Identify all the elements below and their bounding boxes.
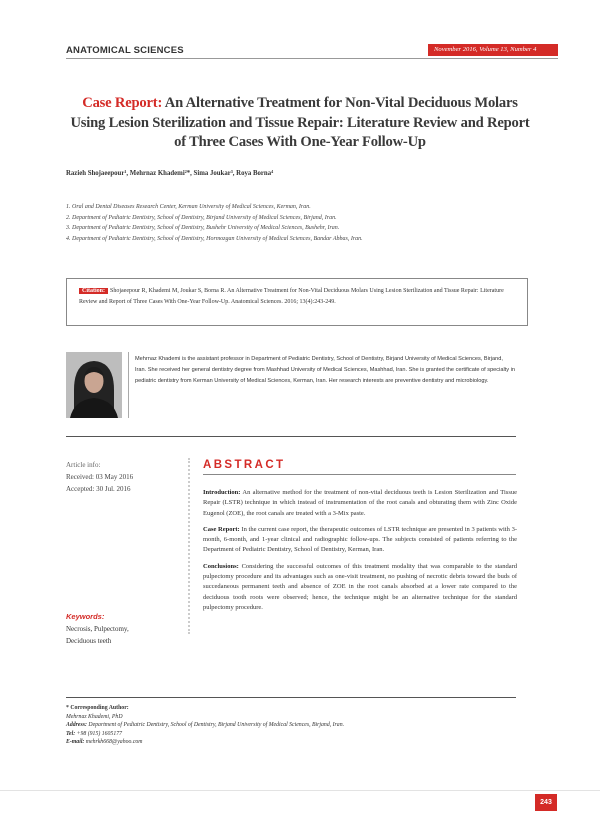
citation-label: Citation: (79, 288, 108, 294)
article-title (64, 94, 536, 153)
corresponding-name: Mehrnaz Khademi, PhD (66, 713, 123, 720)
affiliation-item: 3. Department of Pediatric Dentistry, School of Dentistry, Bushehr University of Medical Sciences, Bushehr, Iran. (66, 225, 340, 232)
article-info-heading: Article info: (66, 461, 101, 469)
abstract-introduction (203, 488, 517, 519)
abstract-case-report (203, 525, 517, 556)
section-rule (66, 436, 516, 437)
article-type-label: Case Report: (82, 95, 163, 111)
email-text[interactable]: mehrkh668@yahoo.com (84, 739, 143, 746)
dotted-divider (188, 458, 190, 634)
intro-label: Introduction: (203, 489, 241, 496)
page-footer-rule (0, 790, 600, 791)
keywords-list (66, 624, 129, 647)
keywords-line: Necrosis, Pulpectomy, (66, 625, 129, 633)
author-list: Razieh Shojaeepour¹, Mehrnaz Khademi²*, Sima Joukar³, Roya Borna⁴ (66, 170, 274, 177)
corresponding-author (66, 704, 344, 747)
address-label: Address: (66, 722, 87, 729)
affiliations (66, 202, 363, 244)
bio-divider (128, 352, 129, 418)
conclusions-label: Conclusions: (203, 562, 239, 570)
email-label: E-mail: (66, 739, 85, 746)
intro-text: An alternative method for the treatment of non-vital deciduous teeth is Lesion Sterilization and Tissue Repair (LSTR) technique in which instead of instrumentation of the root canals and obturating them with Zinc Oxide Eugenol (ZOE), the root canals are treated with a 3-Mix paste. (203, 489, 517, 517)
journal-name: ANATOMICAL SCIENCES (66, 45, 184, 56)
article-info (66, 460, 133, 495)
tel-label: Tel: (66, 730, 76, 737)
author-portrait-image (66, 352, 122, 418)
abstract-conclusions (203, 562, 517, 613)
corresponding-heading: * Corresponding Author: (66, 705, 129, 711)
accepted-date: Accepted: 30 Jul. 2016 (66, 484, 131, 493)
affiliation-item: 4. Department of Pediatric Dentistry, School of Dentistry, Hormozgan University of Medical Sciences, Bandar Abbas, Iran. (66, 235, 363, 242)
affiliation-item: 1. Oral and Dental Diseases Research Center, Kerman University of Medical Sciences, Kerman, Iran. (66, 204, 311, 210)
case-label: Case Report: (203, 525, 240, 533)
corresponding-tel (66, 730, 344, 739)
page-number: 243 (535, 794, 557, 811)
header-rule (66, 58, 558, 59)
case-text: In the current case report, the therapeutic outcomes of LSTR technique are presented in 3 patients with 3-month, 6-month, and 1-year clinical and radiographic follow-ups. The subjects consisted of patients referring to the Department of Pediatric Dentistry, School of Dentistry, Kerman, Iran. (203, 525, 517, 554)
affiliation-item: 2. Department of Pediatric Dentistry, School of Dentistry, Birjand University of Medical Sciences, Birjand, Iran. (66, 214, 337, 221)
abstract-rule (203, 474, 516, 475)
corresponding-address (66, 721, 344, 730)
author-photo (66, 352, 122, 418)
received-date: Received: 03 May 2016 (66, 472, 134, 481)
keywords-line: Deciduous teeth (66, 636, 112, 645)
abstract-heading: ABSTRACT (203, 459, 286, 471)
address-text: Department of Pediatric Dentistry, School of Dentistry, Birjand University of Medical Sciences, Birjand, Iran. (86, 722, 345, 729)
citation-text: Shojaeepour R, Khademi M, Joukar S, Borna R. An Alternative Treatment for Non-Vital Deciduous Molars Using Lesion Sterilization and Tissue Repair: Literature Review and Report of Three Cases With One-Year Follow-Up. Anatomical Sciences. 2016; 13(4):243-249. (79, 288, 504, 305)
article-title-text: An Alternative Treatment for Non-Vital Deciduous Molars Using Lesion Sterilization and Tissue Repair: Literature Review and Report of Three Cases With One-Year Follow-Up (70, 95, 530, 150)
abstract-body (203, 488, 517, 619)
citation-box (66, 278, 528, 326)
author-bio: Mehrnaz Khademi is the assistant professor in Department of Pediatric Dentistry, School of Dentistry, Birjand University of Medical Sciences, Birjand, Iran. She received her general dentistry degree from Mashhad University of Medical Sciences, Mashhad, Iran. She is granted the certificate of specialty in pediatric dentistry from Kerman University of Medical Sciences, Kerman, Iran. Her research interests are preventive dentistry and microbiology. (135, 356, 515, 385)
tel-text: +98 (915) 1605177 (75, 730, 123, 737)
conclusions-text: Considering the successful outcomes of this treatment modality that was comparable to the standard pulpectomy procedure and its advantages such as one-visit treatment, no pushing of necrotic debris toward the buds of succedaneous permanent teeth and absence of ZOE in the root canals absorbed at a lower rate compared to the deciduous tooth roots were observed; hence, the technique might be an alternative technique for the standard pulpectomy procedure. (203, 562, 517, 611)
keywords-heading: Keywords: (66, 612, 105, 621)
footer-section-rule (66, 697, 516, 698)
corresponding-email (66, 738, 344, 747)
issue-badge: November 2016, Volume 13, Number 4 (428, 44, 558, 56)
